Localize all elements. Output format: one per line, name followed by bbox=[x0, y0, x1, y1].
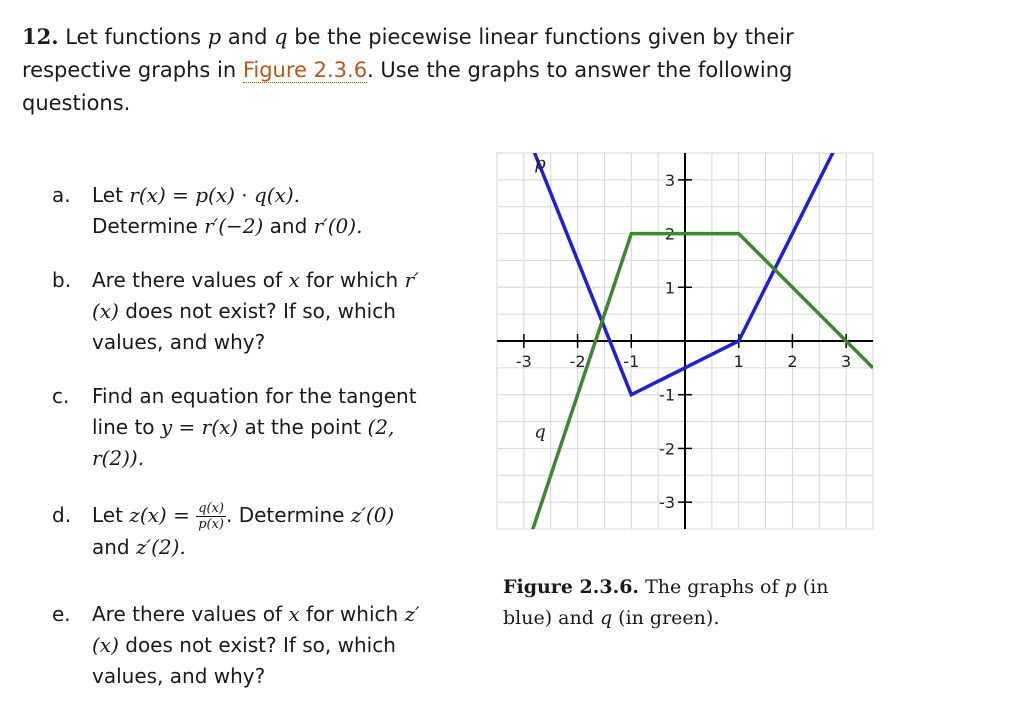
intro-text-2: and bbox=[221, 25, 275, 49]
part-text: Are there values of bbox=[92, 602, 289, 626]
part-text: Determine bbox=[92, 214, 205, 238]
intro-text-3: be the piecewise linear functions given by their respective graphs in bbox=[22, 25, 794, 82]
part-text: for which bbox=[299, 602, 405, 626]
caption-text-2: (in blue) and bbox=[503, 576, 829, 629]
series-line-q bbox=[524, 234, 873, 540]
part-e bbox=[52, 599, 442, 692]
part-text: does not exist? If so, which values, and why? bbox=[92, 633, 396, 688]
y-tick-label: -2 bbox=[659, 439, 675, 459]
math-expression: (2, r(2)). bbox=[92, 415, 395, 470]
problem-number: 12. bbox=[22, 24, 59, 49]
intro-text-4: . Use the graphs to answer the following questions. bbox=[22, 58, 793, 115]
part-text: Let bbox=[92, 503, 130, 527]
fraction bbox=[196, 501, 226, 532]
math-variable: x bbox=[288, 602, 300, 626]
part-label: c. bbox=[52, 384, 70, 408]
part-a bbox=[52, 180, 452, 242]
part-c bbox=[52, 381, 432, 474]
part-label: a. bbox=[52, 183, 71, 207]
math-expression: y = r(x) bbox=[160, 415, 239, 439]
part-text: Are there values of bbox=[92, 268, 289, 292]
x-tick-label: -2 bbox=[569, 352, 586, 371]
math-expression: r′(x) bbox=[92, 268, 419, 323]
math-variable: x bbox=[288, 268, 300, 292]
math-expression: r′(0). bbox=[313, 214, 363, 238]
x-tick-label: -1 bbox=[623, 352, 640, 371]
caption-label: Figure 2.3.6. bbox=[503, 576, 640, 598]
part-label: b. bbox=[52, 268, 72, 292]
part-label: e. bbox=[52, 602, 71, 626]
series-lines bbox=[524, 150, 873, 540]
p-symbol: p bbox=[207, 25, 222, 49]
x-tick-label: -3 bbox=[515, 352, 532, 371]
part-text: at the point bbox=[238, 415, 368, 439]
y-tick-label: 3 bbox=[664, 170, 675, 190]
series-labels bbox=[534, 153, 546, 443]
part-text: and bbox=[92, 535, 136, 559]
q-symbol: q bbox=[274, 25, 288, 49]
caption-text-3: (in green). bbox=[612, 607, 720, 629]
part-text: does not exist? If so, which values, and why? bbox=[92, 299, 396, 354]
math-expression: z(x) = bbox=[129, 503, 197, 527]
series-label-q: q bbox=[534, 421, 546, 443]
math-expression: r′(−2) bbox=[204, 214, 264, 238]
y-tick-label: 1 bbox=[664, 278, 675, 298]
figure-caption bbox=[503, 572, 883, 634]
x-tick-label: 3 bbox=[841, 352, 852, 371]
y-tick-label: -3 bbox=[659, 493, 675, 513]
caption-q: q bbox=[599, 607, 613, 629]
math-expression: z′(x) bbox=[92, 602, 420, 657]
part-text: Find an equation for the tangent line to bbox=[92, 384, 417, 439]
math-expression: z′(2). bbox=[135, 535, 186, 559]
part-text: for which bbox=[299, 268, 405, 292]
fraction-numerator: q(x) bbox=[198, 501, 224, 516]
series-label-p: p bbox=[534, 153, 546, 175]
x-tick-label: 1 bbox=[733, 352, 744, 371]
part-label: d. bbox=[52, 503, 72, 527]
caption-p: p bbox=[784, 576, 797, 598]
function-graph bbox=[492, 150, 882, 540]
y-tick-label: 2 bbox=[664, 224, 675, 244]
part-b bbox=[52, 265, 442, 358]
math-expression: z′(0) bbox=[350, 503, 395, 527]
math-expression: r(x) = p(x) · q(x). bbox=[129, 183, 301, 207]
problem-statement bbox=[22, 20, 822, 120]
caption-text-1: The graphs of bbox=[639, 576, 785, 598]
part-text: and bbox=[263, 214, 314, 238]
part-text: . Determine bbox=[226, 503, 351, 527]
figure-link[interactable]: Figure 2.3.6 bbox=[242, 58, 368, 82]
intro-text-1: Let functions bbox=[58, 25, 208, 49]
fraction-denominator: p(x) bbox=[198, 517, 224, 532]
part-text: Let bbox=[92, 183, 130, 207]
y-tick-label: -1 bbox=[659, 385, 675, 405]
x-tick-label: 2 bbox=[787, 352, 798, 371]
part-d bbox=[52, 500, 412, 563]
